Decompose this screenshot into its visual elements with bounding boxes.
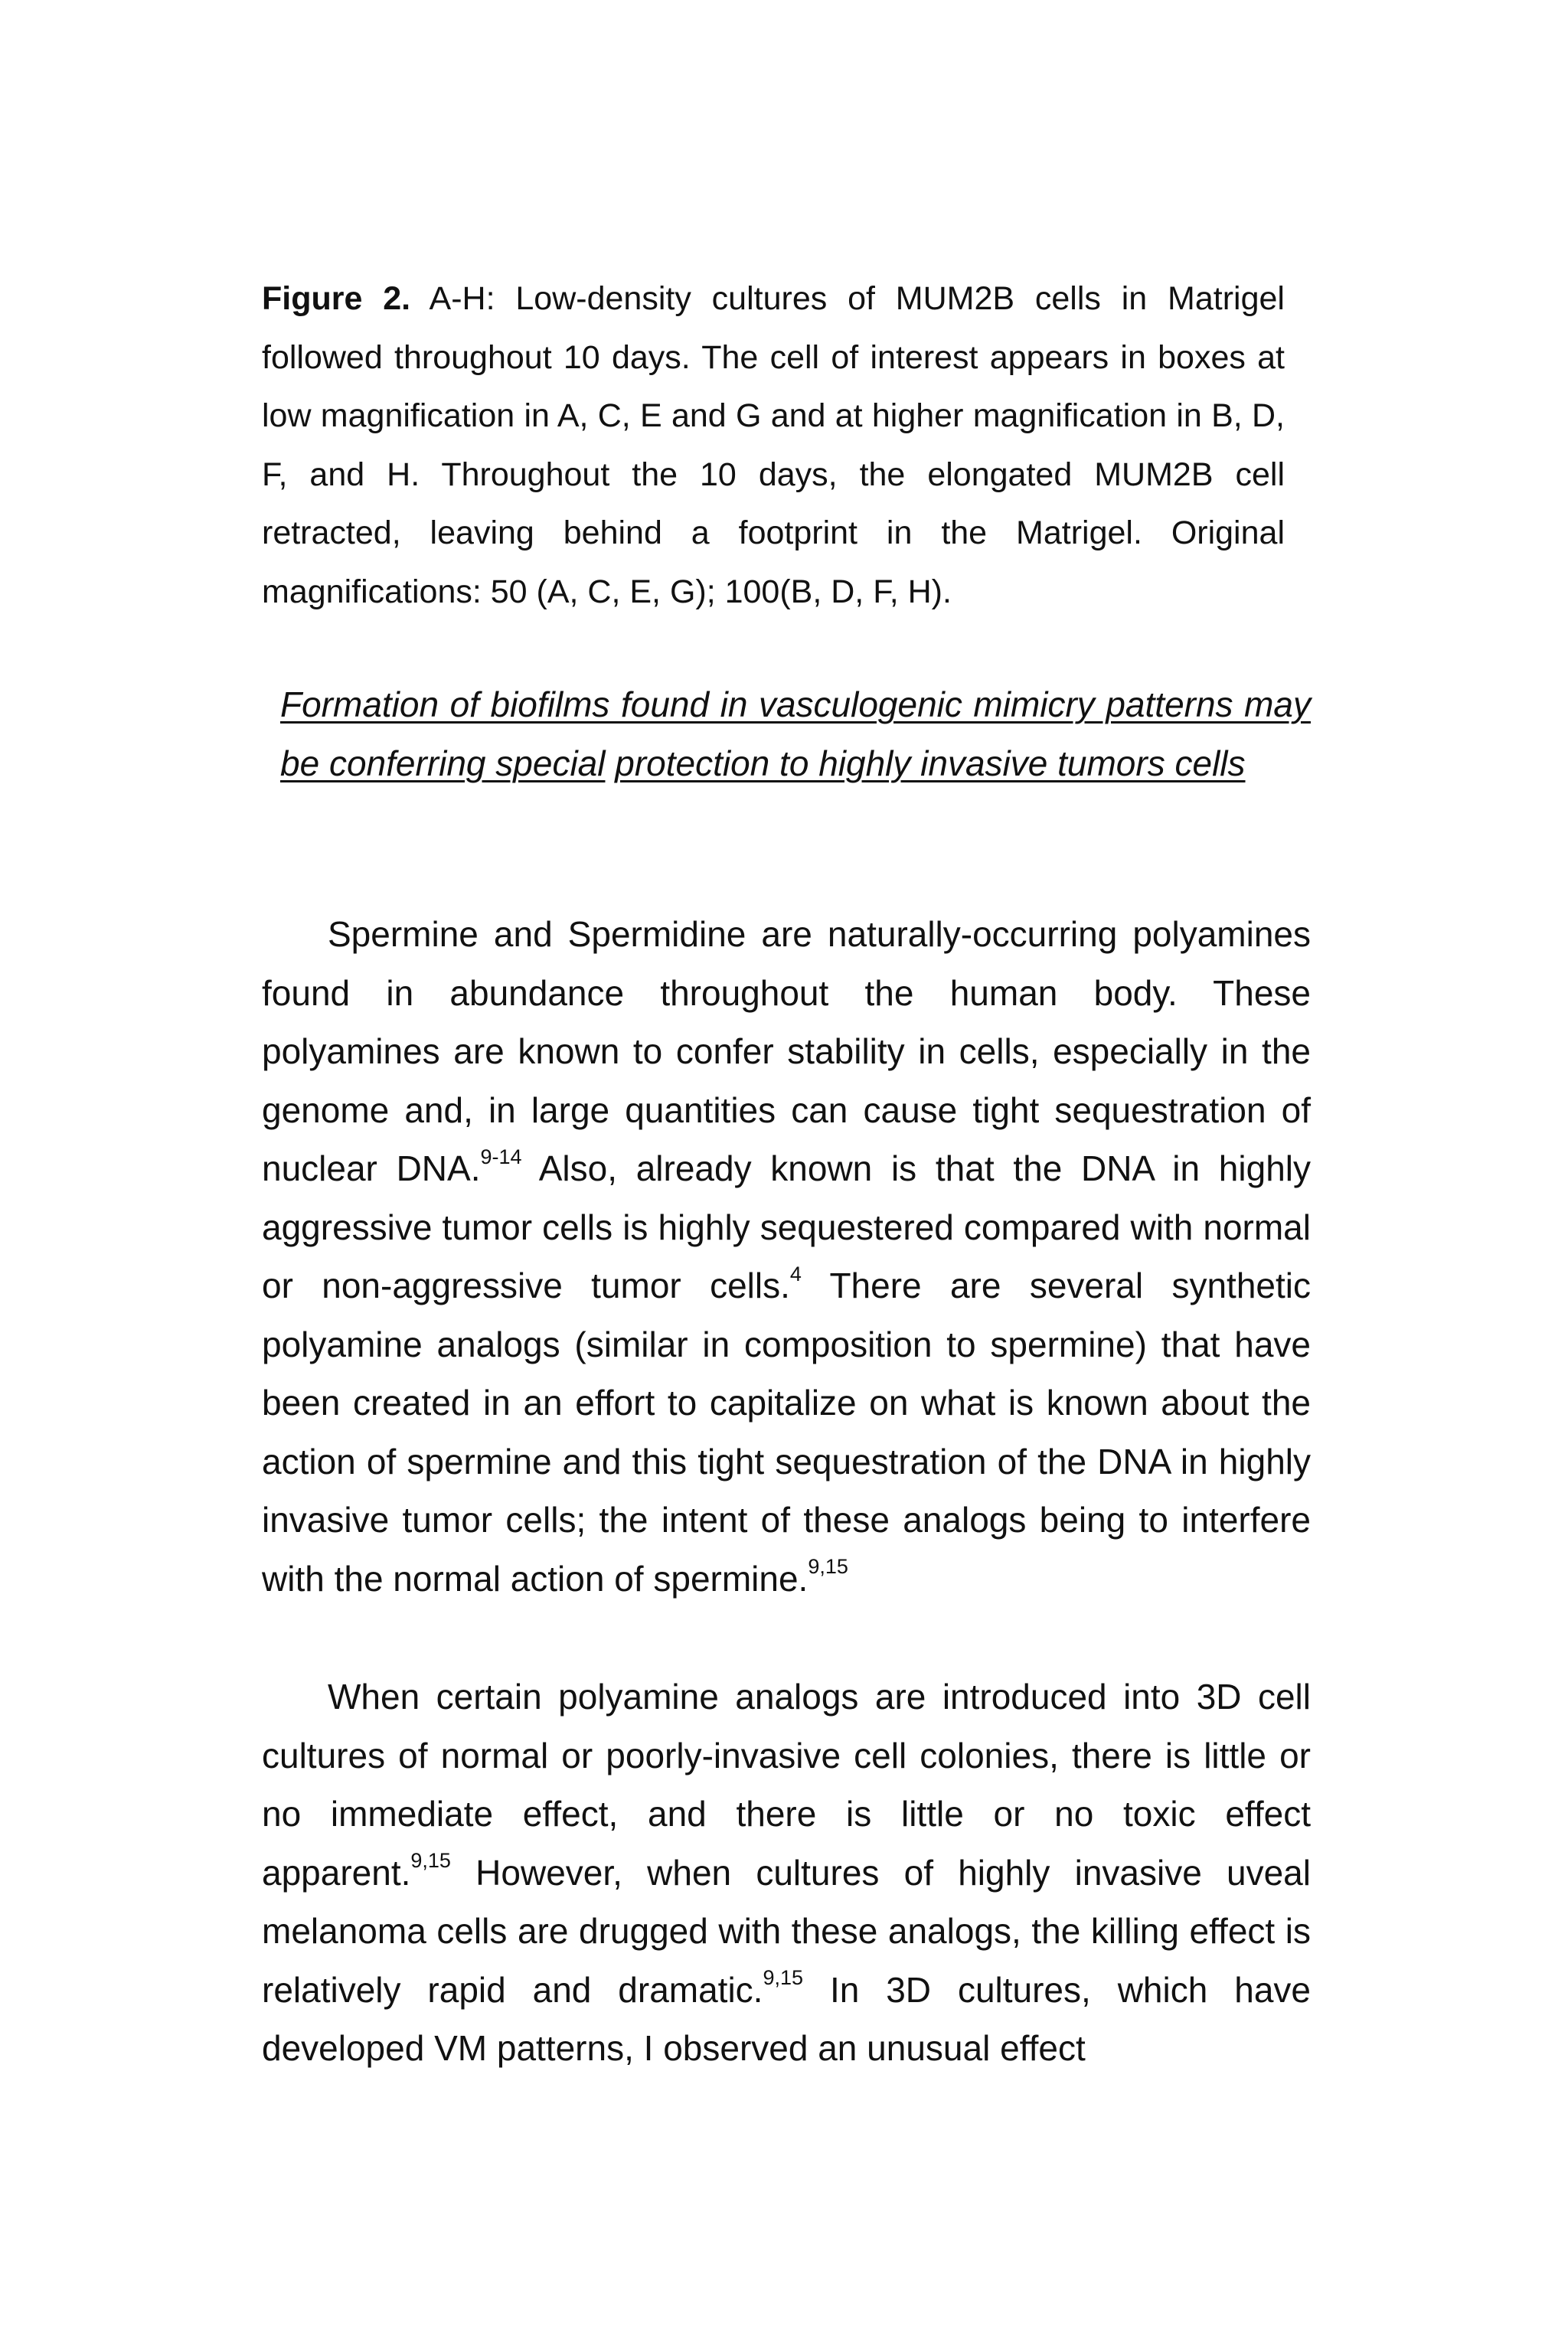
body-paragraph-1 <box>262 905 1311 1608</box>
paragraph-2-text-2: However, when cultures of highly invasive uveal melanoma cells are drugged with these analogs, the killing effect is relatively rapid and dramatic. <box>262 1852 1311 2010</box>
citation-ref: 9,15 <box>763 1966 804 1990</box>
paragraph-1-text-3: There are several synthetic polyamine analogs (similar in composition to spermine) that have been created in an effort to capitalize on what is known about the action of spermine and this tight sequestration of the DNA in highly invasive tumor cells; the intent of these analogs being to interfere with the normal action of spermine. <box>262 1266 1311 1599</box>
paragraph-1-text-1: Spermine and Spermidine are naturally-occurring polyamines found in abundance throughout the human body. These polyamines are known to confer stability in cells, especially in the genome and, in large quantities can cause tight sequestration of nuclear DNA. <box>262 914 1311 1188</box>
section-heading <box>280 675 1311 792</box>
figure-label: Figure 2. <box>262 280 411 317</box>
body-paragraph-2 <box>262 1668 1311 2078</box>
paragraph-2-text-3: In 3D cultures, which have developed VM patterns, I observed an unusual effect <box>262 1969 1311 2068</box>
paragraph-1-text-2: Also, already known is that the DNA in highly aggressive tumor cells is highly sequestered compared with normal or non-aggressive tumor cells. <box>262 1148 1311 1305</box>
citation-ref: 4 <box>789 1262 802 1285</box>
figure-caption <box>262 270 1285 621</box>
citation-ref: 9,15 <box>808 1555 848 1579</box>
heading-part-2: protection to highly invasive tumors cells <box>615 743 1246 783</box>
heading-part-1: Formation of biofilms found in vasculogenic mimicry patterns may be conferring special <box>280 684 1311 783</box>
paragraph-2-text-1: When certain polyamine analogs are introduced into 3D cell cultures of normal or poorly-invasive cell colonies, there is little or no immediate effect, and there is little or no toxic effect apparent. <box>262 1677 1311 1893</box>
citation-ref: 9,15 <box>410 1849 451 1873</box>
caption-text: A-H: Low-density cultures of MUM2B cells in Matrigel followed throughout 10 days. The cell of interest appears in boxes at low magnification in A, C, E and G and at higher magnification in B, D, F, and H. Throughout the 10 days, the elongated MUM2B cell retracted, leaving behind a footprint in the Matrigel. Original magnifications: 50 (A, C, E, G); 100(B, D, F, H). <box>262 280 1285 610</box>
citation-ref: 9-14 <box>480 1145 522 1168</box>
